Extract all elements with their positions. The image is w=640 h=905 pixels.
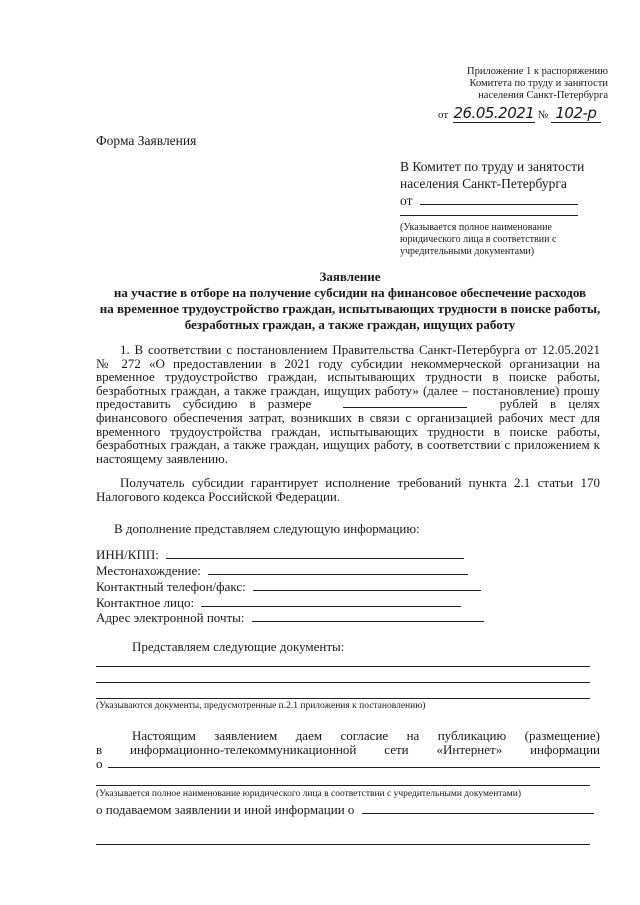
rubles-label: рублей — [499, 396, 538, 412]
date-prefix: от — [438, 109, 449, 121]
number-handwritten: 102-р — [555, 104, 597, 122]
from-line — [420, 204, 578, 205]
addressee-from — [400, 192, 600, 209]
location-field-row — [96, 564, 468, 578]
date-handwritten: 26.05.2021 — [453, 104, 535, 122]
documents-line-2[interactable] — [96, 682, 590, 683]
title-line-1: на участие в отборе на получение субсидии на финансовое обеспечение расходов — [113, 285, 587, 300]
title-line-3: безработных граждан, а также граждан, ищущих работу — [184, 317, 516, 332]
inn-label: ИНН/КПП: — [96, 547, 159, 562]
contact-field-row — [96, 596, 461, 610]
documents-line-1[interactable] — [96, 666, 590, 667]
contact-label: Контактное лицо: — [96, 595, 195, 610]
consent-word: публикацию — [437, 728, 507, 743]
approval-line-2: Комитета по труду и занятости — [469, 78, 608, 89]
consent-info-line-2[interactable] — [96, 844, 590, 845]
title-line-2: на временное трудоустройство граждан, испытывающих трудности в поиске работы, — [99, 301, 601, 316]
consent-word: «Интернет» — [436, 742, 503, 757]
addressee-blank-line — [400, 215, 578, 216]
consent-word: Настоящим — [132, 728, 196, 743]
consent-word: информации — [530, 742, 600, 757]
document-title — [96, 269, 604, 333]
approval-header — [438, 66, 608, 102]
inn-field-row — [96, 548, 464, 562]
info-intro: В дополнение представляем следующую информацию: — [114, 521, 420, 536]
addressee-line-2: населения Санкт-Петербурга — [400, 176, 567, 191]
consent-entity-line-2[interactable] — [96, 785, 590, 786]
location-line[interactable] — [208, 574, 468, 575]
consent-line-4-text: о подаваемом заявлении и иной информации о — [96, 802, 355, 817]
number-prefix: № — [537, 109, 549, 121]
form-label: Форма Заявления — [96, 133, 197, 148]
paragraph-1-text-cont: в целях финансового обеспечения затрат, возникших в связи с организацией рабочих мест для временного трудоустройства граждан, испытывающих трудности в поиске работы, безработных граждан, а также граждан, ищущих работу, в соответствии с приложением к настоящему заявлению. — [96, 396, 601, 466]
phone-label: Контактный телефон/факс: — [96, 579, 246, 594]
consent-word: сети — [384, 742, 409, 757]
consent-info-line[interactable] — [362, 813, 594, 814]
consent-note: (Указывается полное наименование юридического лица в соответствии с учредительными документами) — [96, 789, 522, 799]
approval-line-1: Приложение 1 к распоряжению — [467, 66, 608, 77]
phone-line[interactable] — [253, 590, 481, 591]
consent-word: (размещение) — [524, 728, 600, 743]
amount-blank — [343, 407, 467, 408]
consent-o: о — [96, 756, 103, 771]
email-field-row — [96, 611, 484, 625]
documents-intro: Представляем следующие документы: — [132, 639, 345, 654]
documents-note: (Указываются документы, предусмотренные п.2.1 приложения к постановлению) — [96, 701, 426, 711]
title-heading: Заявление — [319, 269, 381, 284]
consent-line-4 — [96, 803, 594, 817]
consent-word: согласие — [340, 728, 389, 743]
consent-entity-line[interactable] — [108, 767, 600, 768]
consent-word: на — [406, 728, 420, 743]
addressee-block — [400, 158, 600, 209]
contact-line[interactable] — [201, 606, 461, 607]
addressee-line-1: В Комитет по труду и занятости — [400, 159, 585, 174]
email-label: Адрес электронной почты: — [96, 610, 245, 625]
documents-line-3[interactable] — [96, 698, 590, 699]
location-label: Местонахождение: — [96, 563, 201, 578]
paragraph-1-text: 1. В соответствии с постановлением Правительства Санкт-Петербурга от 12.05.2021 № 272 «О предоставлении в 2021 году субсидии некоммерческой организации на временное трудоустройство граждан, испытывающих трудности в поиске работы, безработных граждан, а также граждан, ищущих работу» (далее – постановление) прошу предоставить субсидию в размере — [96, 342, 600, 412]
inn-line[interactable] — [166, 558, 464, 559]
addressee-note: (Указывается полное наименование юридического лица в соответствии с учредительными документами) — [400, 222, 557, 257]
approval-date-row — [438, 104, 601, 123]
consent-line-2 — [96, 742, 600, 758]
consent-word: информационно-телекоммуникационной — [130, 742, 357, 757]
email-line[interactable] — [252, 621, 484, 622]
phone-field-row — [96, 580, 481, 594]
paragraph-2: Получатель субсидии гарантирует исполнение требований пункта 2.1 статьи 170 Налогового кодекса Российской Федерации. — [96, 475, 600, 504]
consent-word: заявлением — [214, 728, 278, 743]
consent-word: даем — [295, 728, 323, 743]
from-label: от — [400, 193, 413, 208]
approval-line-3: населения Санкт-Петербурга — [478, 90, 608, 101]
paragraph-1 — [96, 343, 600, 465]
consent-word: в — [96, 742, 103, 757]
consent-line-3 — [96, 757, 600, 771]
